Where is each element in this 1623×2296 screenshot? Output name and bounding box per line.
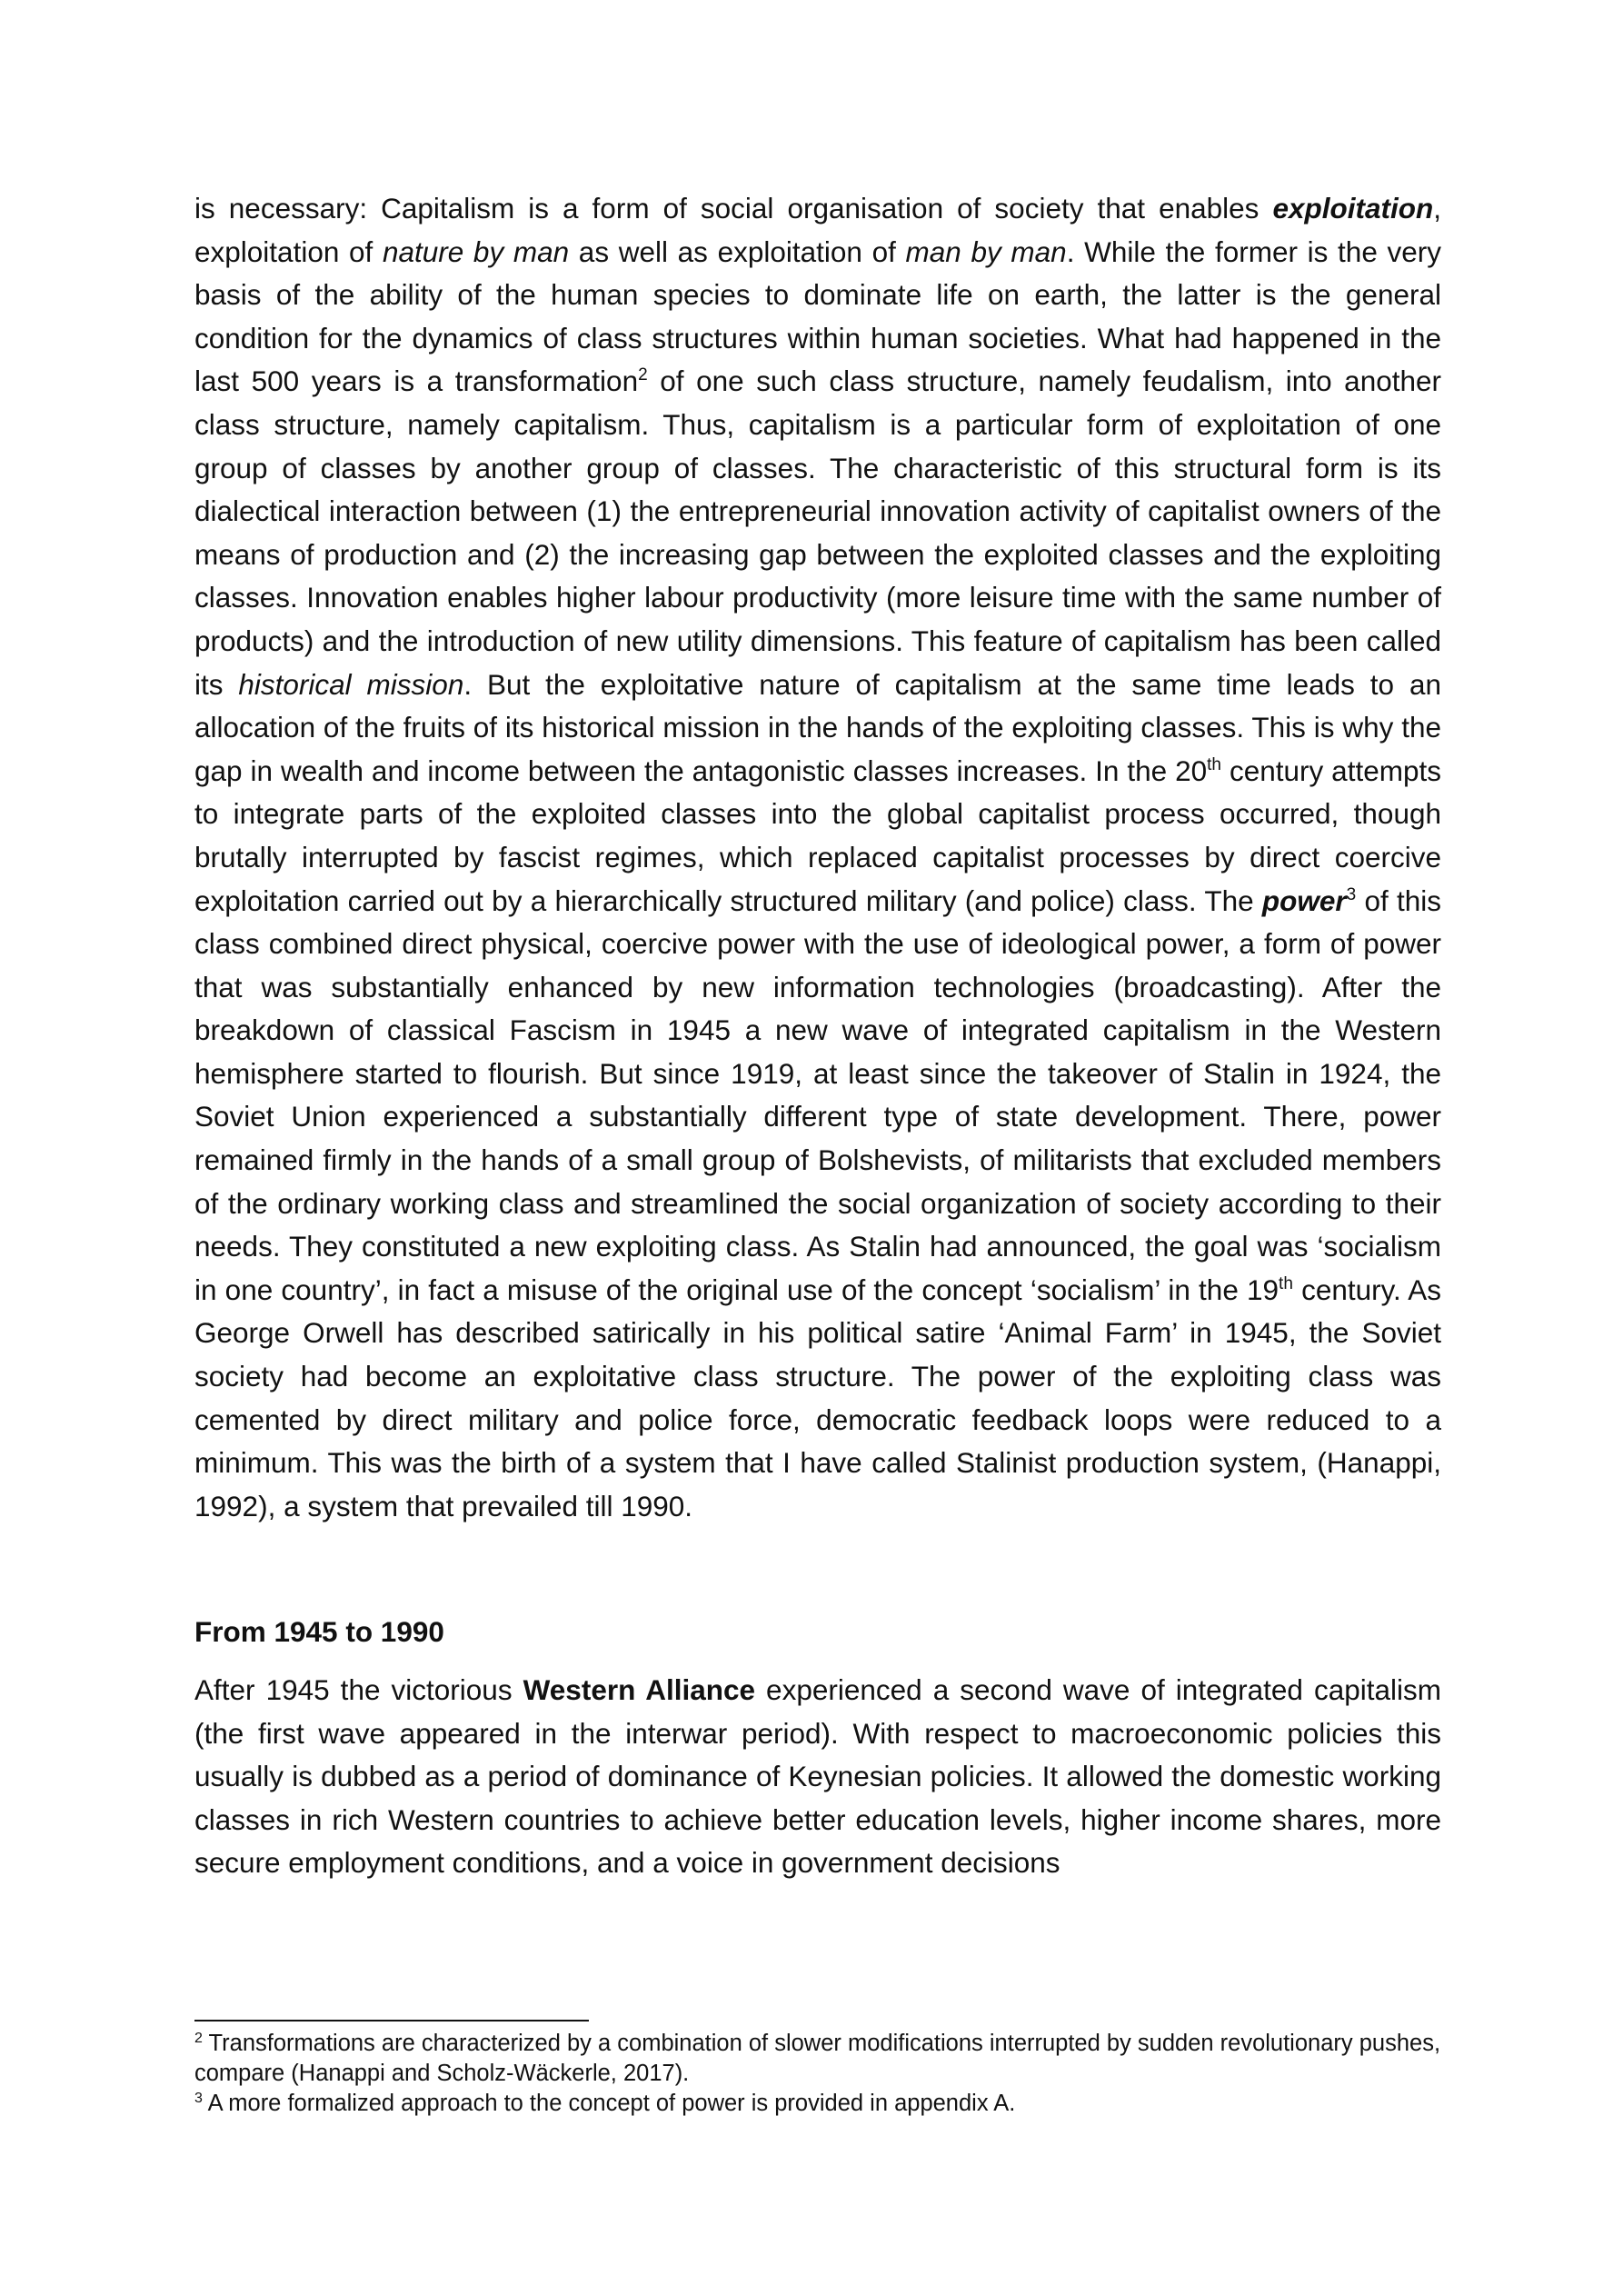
paragraph-text: . While the former is the very basis of the ability of the human species to dominate life on earth, the latter is the general condition for the dynamics of class structures within human societies. What had happened in the last 500 years is a transformation xyxy=(194,235,1442,398)
paragraph-text: of this class combined direct physical, coercive power with the use of ideological power, a form of power that was substantially enhanced by new information technologies (broadcasting). After the breakdown of classical Fascism in 1945 a new wave of integrated capitalism in the Western hemisphere started to flourish. But since 1919, at least since the takeover of Stalin in 1924, the Soviet Union experienced a substantially different type of state development. There, power remained firmly in the hands of a small group of Bolshevists, of militarists that excluded members of the ordinary working class and streamlined the social organization of society according to their needs. They constituted a new exploiting class. As Stalin had announced, the goal was ‘socialism in one country’, in fact a misuse of the original use of the concept ‘socialism’ in the 19 xyxy=(194,883,1442,1306)
footnote-number: 3 xyxy=(194,2091,203,2106)
paragraph-text: After 1945 the victorious xyxy=(194,1673,523,1706)
footnote-reference: th xyxy=(1279,1273,1293,1293)
paragraph-text: . But the exploitative nature of capitalism at the same time leads to an allocation of the fruits of its historical mission in the hands of the exploiting classes. This is why the gap in wealth and income between the antagonistic classes increases. In the 20 xyxy=(194,667,1441,787)
footnote-2 xyxy=(194,2029,1441,2089)
body-paragraph-1 xyxy=(194,187,1441,1528)
footnote-separator xyxy=(194,2020,589,2021)
footnote-text: A more formalized approach to the concept of power is provided in appendix A. xyxy=(202,2091,1016,2116)
paragraph-text: century attempts to integrate parts of the exploited classes into the global capitalist process occurred, though brutally interrupted by fascist regimes, which replaced capitalist processes by direct coercive exploitation carried out by a hierarchically structured military (and police) class. The xyxy=(194,754,1441,917)
footnote-reference: 3 xyxy=(1346,884,1357,904)
body-paragraph-2 xyxy=(194,1669,1441,1885)
emphasis-text: man by man xyxy=(905,235,1067,268)
emphasis-text: nature by man xyxy=(382,235,570,268)
footnote-number: 2 xyxy=(194,2031,203,2046)
footnotes xyxy=(194,2029,1441,2119)
emphasis-text: historical mission xyxy=(238,667,464,701)
section-heading: From 1945 to 1990 xyxy=(194,1615,444,1648)
footnote-reference: 2 xyxy=(638,365,648,385)
footnote-reference: th xyxy=(1207,754,1222,774)
paragraph-text: experienced a second wave of integrated capitalism (the first wave appeared in the interwar period). With respect to macroeconomic policies this usually is dubbed as a period of dominance of Keynesian policies. It allowed the domestic working classes in rich Western countries to achieve better education levels, higher income shares, more secure employment conditions, and a voice in government decisions xyxy=(194,1673,1441,1880)
paragraph-text: of one such class structure, namely feudalism, into another class structure, namely capitalism. Thus, capitalism is a particular form of exploitation of one group of classes by another group of classes. The characteristic of this structural form is its dialectical interaction between (1) the entrepreneurial innovation activity of capitalist owners of the means of production and (2) the increasing gap between the exploited classes and the exploiting classes. Innovation enables higher labour productivity (more leisure time with the same number of products) and the introduction of new utility dimensions. This feature of capitalism has been called its xyxy=(194,364,1442,701)
paragraph-text: is necessary: Capitalism is a form of social organisation of society that enables xyxy=(194,192,1273,225)
paragraph-text: century. As George Orwell has described satirically in his political satire ‘Animal Farm’ in 1945, the Soviet society had become an exploitative class structure. The power of the exploiting class was cemented by direct military and police force, democratic feedback loops were reduced to a minimum. This was the birth of a system that I have called Stalinist production system, (Hanappi, 1992), a system that prevailed till 1990. xyxy=(194,1273,1441,1522)
paragraph-text: as well as exploitation of xyxy=(569,235,906,268)
footnote-3 xyxy=(194,2089,1441,2119)
footnote-text: Transformations are characterized by a combination of slower modifications interrupted by sudden revolutionary pushes, compare (Hanappi and Scholz-Wäckerle, 2017). xyxy=(194,2031,1441,2086)
emphasis-text: exploitation xyxy=(1272,192,1434,225)
paragraph-text: , exploitation of xyxy=(194,192,1441,268)
emphasis-text: Western Alliance xyxy=(523,1673,756,1706)
emphasis-text: power xyxy=(1261,883,1347,917)
document-page xyxy=(194,187,1442,1880)
